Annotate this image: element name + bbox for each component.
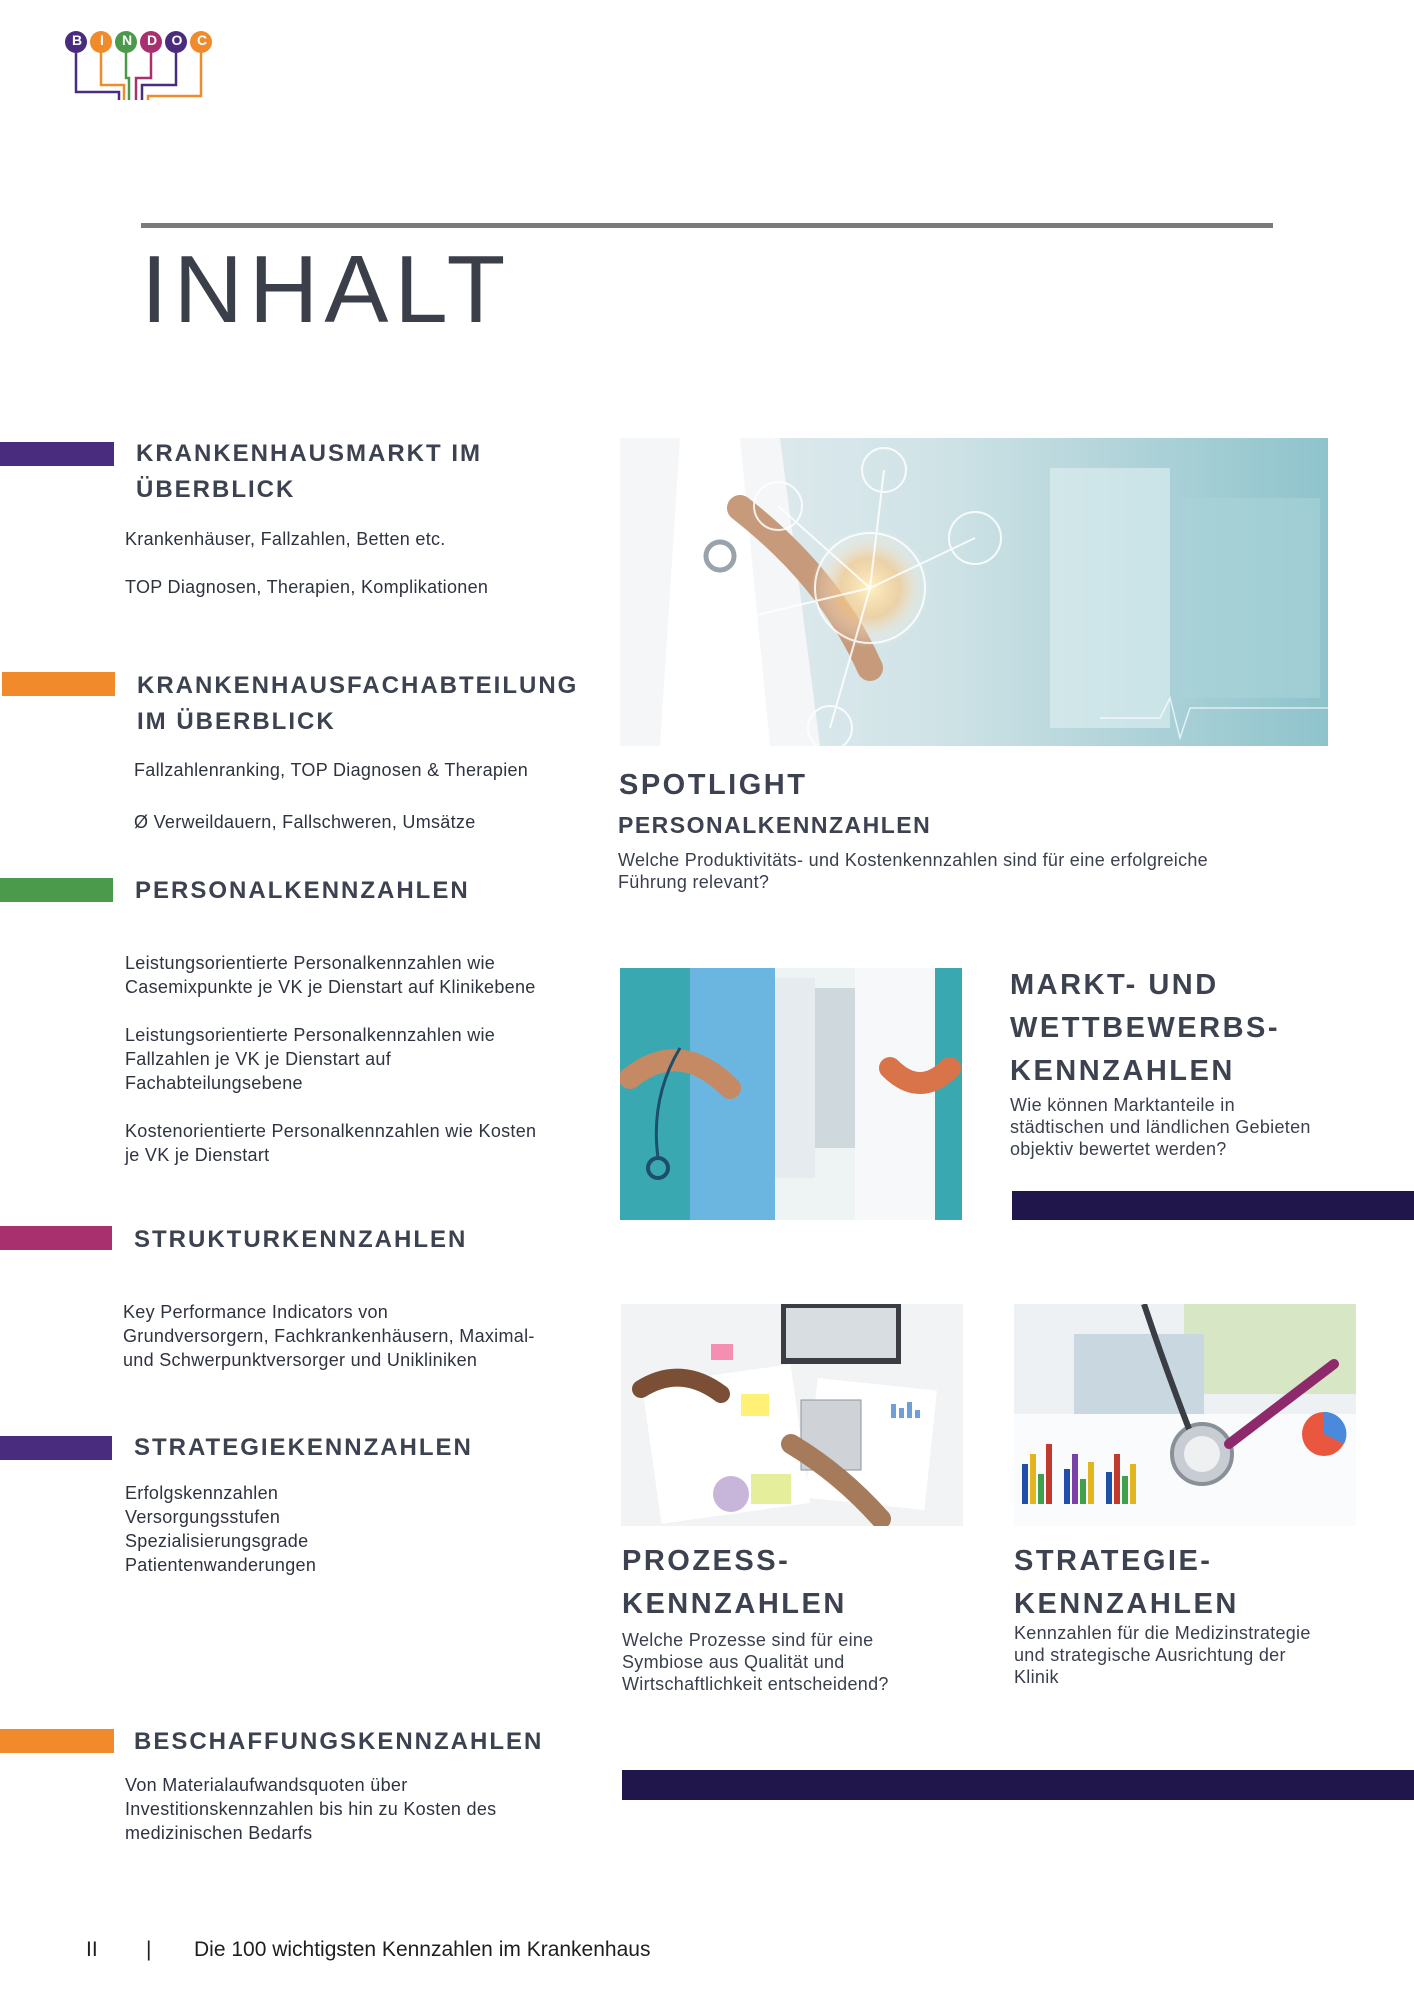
section-title-line: STRUKTURKENNZAHLEN [134, 1226, 468, 1253]
section-title-line: KRANKENHAUSMARKT IM [136, 440, 482, 467]
section-title-line: KRANKENHAUSFACHABTEILUNG [137, 672, 579, 699]
strategie-text-line: und strategische Ausrichtung der [1014, 1645, 1286, 1665]
section-item: Fallzahlen je VK je Dienstart auf [125, 1049, 392, 1069]
markt-accent-bar [1012, 1191, 1414, 1220]
footer-separator: | [146, 1938, 152, 1961]
footer-book-title: Die 100 wichtigsten Kennzahlen im Krankenhaus [194, 1938, 651, 1961]
logo-letter-c: C [196, 32, 208, 48]
bottom-accent-bar [622, 1770, 1414, 1800]
logo-letter-b: B [71, 32, 83, 48]
strategie-text [1014, 1622, 1311, 1688]
section-title-line: BESCHAFFUNGSKENNZAHLEN [134, 1728, 544, 1755]
section-text-struktur [123, 1300, 535, 1372]
section-text-fachabteilung [134, 758, 528, 834]
markt-text-line: städtischen und ländlichen Gebieten [1010, 1117, 1311, 1137]
section-item: Fallzahlenranking, TOP Diagnosen & Therapien [134, 760, 529, 780]
markt-text [1010, 1094, 1311, 1160]
prozess-heading-line: KENNZAHLEN [622, 1588, 847, 1620]
section-title-line: PERSONALKENNZAHLEN [135, 877, 470, 904]
prozess-text [622, 1629, 889, 1695]
section-item: Ø Verweildauern, Fallschweren, Umsätze [134, 812, 476, 832]
section-bar-struktur [0, 1226, 112, 1250]
footer-page-number: II [86, 1938, 98, 1961]
section-title-krankenhausmarkt [136, 436, 596, 508]
markt-heading-line: MARKT- UND [1010, 969, 1219, 1001]
section-text-personal [125, 951, 536, 1167]
section-bar-beschaffung [0, 1729, 114, 1753]
section-item: Patientenwanderungen [125, 1555, 317, 1575]
spotlight-text-line: Welche Produktivitäts- und Kostenkennzahlen sind für eine erfolgreiche [618, 850, 1208, 870]
markt-heading-line: KENNZAHLEN [1010, 1055, 1235, 1087]
spotlight-image [620, 438, 1328, 746]
section-item: Grundversorgern, Fachkrankenhäusern, Maximal- [123, 1326, 535, 1346]
section-title-personal [135, 873, 595, 909]
prozess-text-line: Welche Prozesse sind für eine [622, 1630, 874, 1650]
section-item: Casemixpunkte je VK je Dienstart auf Klinikebene [125, 977, 536, 997]
section-title-line: STRATEGIEKENNZAHLEN [134, 1434, 473, 1461]
section-item: Investitionskennzahlen bis hin zu Kosten des [125, 1799, 497, 1819]
section-bar-markt [0, 442, 114, 466]
section-item: Versorgungsstufen [125, 1507, 281, 1527]
markt-text-line: Wie können Marktanteile in [1010, 1095, 1235, 1115]
section-item: Leistungsorientierte Personalkennzahlen wie [125, 1025, 496, 1045]
section-title-line: IM ÜBERBLICK [137, 708, 336, 735]
spotlight-text-line: Führung relevant? [618, 872, 770, 892]
spotlight-heading: SPOTLIGHT [619, 769, 808, 801]
section-item: Spezialisierungsgrade [125, 1531, 309, 1551]
spotlight-text [618, 849, 1208, 893]
prozess-text-line: Wirtschaftlichkeit entscheidend? [622, 1674, 889, 1694]
section-title-strategie [134, 1430, 594, 1466]
section-text-beschaffung [125, 1773, 496, 1845]
section-title-beschaffung [134, 1724, 594, 1760]
strategie-heading-line: KENNZAHLEN [1014, 1588, 1239, 1620]
markt-heading [1010, 964, 1280, 1093]
section-bar-personal [0, 878, 113, 902]
spotlight-subheading: PERSONALKENNZAHLEN [618, 812, 932, 838]
section-title-fachabteilung [137, 668, 597, 740]
section-title-struktur [134, 1222, 594, 1258]
strategie-text-line: Kennzahlen für die Medizinstrategie [1014, 1623, 1311, 1643]
logo-letter-n: N [121, 32, 133, 48]
prozess-text-line: Symbiose aus Qualität und [622, 1652, 845, 1672]
logo-letter-o: O [171, 32, 183, 48]
bindoc-logo [64, 30, 224, 105]
medical-staff-image [620, 968, 962, 1220]
prozess-heading [622, 1540, 847, 1626]
strategie-image [1014, 1304, 1356, 1526]
section-item: Erfolgskennzahlen [125, 1483, 279, 1503]
strategie-text-line: Klinik [1014, 1667, 1059, 1687]
section-item: Key Performance Indicators von [123, 1302, 389, 1322]
logo-letter-d: D [146, 32, 158, 48]
section-item: Fachabteilungsebene [125, 1073, 303, 1093]
section-item: Kostenorientierte Personalkennzahlen wie Kosten [125, 1121, 537, 1141]
section-item: und Schwerpunktversorger und Unikliniken [123, 1350, 478, 1370]
section-item: TOP Diagnosen, Therapien, Komplikationen [125, 577, 489, 597]
section-item: Leistungsorientierte Personalkennzahlen wie [125, 953, 496, 973]
title-rule [141, 223, 1273, 228]
section-item: Krankenhäuser, Fallzahlen, Betten etc. [125, 529, 446, 549]
logo-letter-i: I [100, 32, 104, 48]
section-bar-fachabteilung [2, 672, 115, 696]
section-bar-strategie [0, 1436, 112, 1460]
prozess-heading-line: PROZESS- [622, 1545, 791, 1577]
section-item: Von Materialaufwandsquoten über [125, 1775, 408, 1795]
section-item: je VK je Dienstart [125, 1145, 270, 1165]
section-item: medizinischen Bedarfs [125, 1823, 313, 1843]
markt-heading-line: WETTBEWERBS- [1010, 1012, 1281, 1044]
section-text-krankenhausmarkt [125, 527, 488, 599]
prozess-image [621, 1304, 963, 1526]
section-text-strategie [125, 1481, 316, 1577]
markt-text-line: objektiv bewertet werden? [1010, 1139, 1227, 1159]
strategie-heading [1014, 1540, 1239, 1626]
section-title-line: ÜBERBLICK [136, 476, 296, 503]
strategie-heading-line: STRATEGIE- [1014, 1545, 1213, 1577]
page-title: INHALT [141, 236, 512, 343]
